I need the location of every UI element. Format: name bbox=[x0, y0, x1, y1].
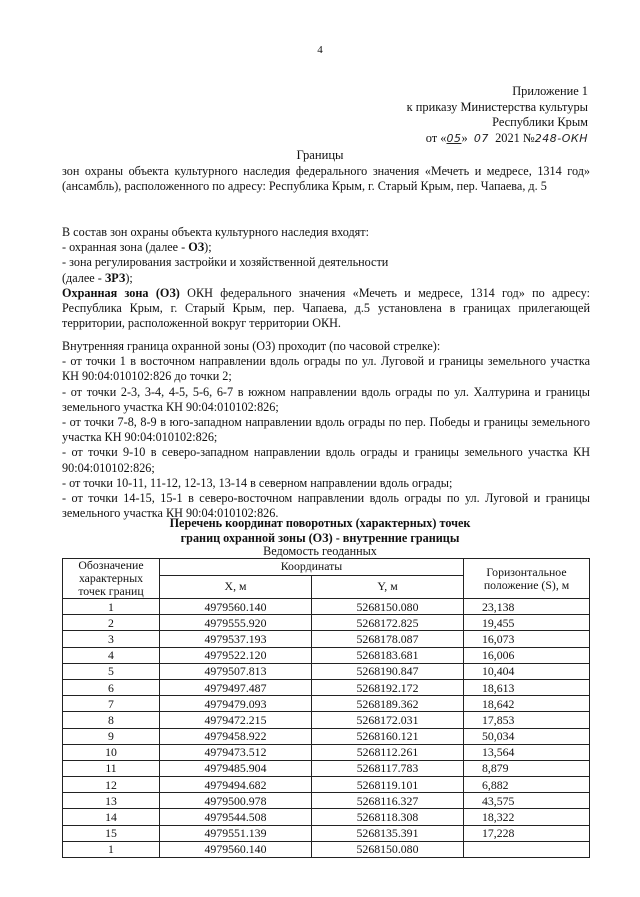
table-row bbox=[63, 679, 590, 695]
table-row bbox=[63, 841, 590, 857]
zones-intro: В состав зон охраны объекта культурного наследия входят: bbox=[62, 225, 369, 239]
cell-y: 5268150.080 bbox=[312, 599, 464, 615]
table-body bbox=[63, 599, 590, 858]
table-row bbox=[63, 760, 590, 776]
page-title: Границы bbox=[296, 148, 344, 162]
cell-point: 1 bbox=[63, 599, 160, 615]
table-row bbox=[63, 809, 590, 825]
cell-point: 1 bbox=[63, 841, 160, 857]
cell-y: 5268119.101 bbox=[312, 777, 464, 793]
cell-distance: 43,575 bbox=[464, 793, 590, 809]
boundary-item: - от точки 14-15, 15-1 в северо-восточном направлении вдоль ограды по ул. Луговой и границы земельного участка КН 90:04:010102:826. bbox=[62, 491, 590, 521]
table-title-line1: Перечень координат поворотных (характерных) точек bbox=[169, 516, 471, 530]
cell-x: 4979497.487 bbox=[160, 679, 312, 695]
table-row bbox=[63, 599, 590, 615]
cell-point: 2 bbox=[63, 615, 160, 631]
cell-point: 12 bbox=[63, 777, 160, 793]
appendix-title: Приложение 1 bbox=[512, 84, 588, 98]
cell-x: 4979522.120 bbox=[160, 647, 312, 663]
table-row bbox=[63, 825, 590, 841]
cell-point: 13 bbox=[63, 793, 160, 809]
protection-zone-label: Охранная зона (ОЗ) bbox=[62, 286, 180, 300]
zone-item-zrz-abbr-line bbox=[62, 271, 590, 286]
cell-distance: 16,073 bbox=[464, 631, 590, 647]
table-subtitle: Ведомость геоданных bbox=[263, 544, 377, 558]
cell-y: 5268117.783 bbox=[312, 760, 464, 776]
cell-y: 5268192.172 bbox=[312, 679, 464, 695]
header-coords: Координаты bbox=[160, 559, 464, 576]
zones-section bbox=[62, 225, 590, 286]
cell-distance: 6,882 bbox=[464, 777, 590, 793]
order-number: 248-ОКН bbox=[534, 131, 588, 145]
cell-x: 4979500.978 bbox=[160, 793, 312, 809]
appendix-ministry: Республики Крым bbox=[492, 115, 588, 129]
appendix-block bbox=[407, 84, 588, 146]
cell-x: 4979551.139 bbox=[160, 825, 312, 841]
cell-distance: 18,322 bbox=[464, 809, 590, 825]
cell-y: 5268118.308 bbox=[312, 809, 464, 825]
zone-item-zrz: - зона регулирования застройки и хозяйственной деятельности bbox=[62, 255, 389, 270]
intro-paragraph: зон охраны объекта культурного наследия федерального значения «Мечеть и медресе, 1314 год» (ансамбль), расположенного по адресу: Республика Крым, г. Старый Крым, пер. Чапаева, д. 5 bbox=[62, 164, 590, 194]
table-row bbox=[63, 615, 590, 631]
cell-y: 5268150.080 bbox=[312, 841, 464, 857]
boundary-item: - от точки 1 в восточном направлении вдоль ограды по ул. Луговой и границы земельного участка КН 90:04:010102:826 до точки 2; bbox=[62, 354, 590, 384]
table-title bbox=[0, 516, 640, 546]
order-date-line bbox=[407, 131, 588, 147]
order-mid: » bbox=[461, 130, 468, 145]
cell-distance: 18,642 bbox=[464, 696, 590, 712]
zone-item-oz-end: ); bbox=[204, 240, 212, 255]
cell-distance: 13,564 bbox=[464, 744, 590, 760]
zone-item-zrz-abbr: ЗРЗ bbox=[104, 270, 126, 285]
header-distance: Горизонтальное положение (S), м bbox=[464, 559, 590, 599]
cell-distance: 10,404 bbox=[464, 663, 590, 679]
order-year: 2021 № bbox=[495, 130, 535, 145]
zone-item-zrz-text: (далее - bbox=[62, 270, 105, 285]
order-month: 07 bbox=[473, 131, 489, 145]
header-y: Y, м bbox=[312, 575, 464, 598]
cell-point: 8 bbox=[63, 712, 160, 728]
cell-distance: 18,613 bbox=[464, 679, 590, 695]
order-prefix: от « bbox=[425, 130, 447, 145]
cell-x: 4979479.093 bbox=[160, 696, 312, 712]
zone-item-oz-text: - охранная зона (далее - bbox=[62, 240, 189, 255]
zone-item-oz-abbr: ОЗ bbox=[188, 240, 205, 255]
table-row bbox=[63, 744, 590, 760]
table-row bbox=[63, 696, 590, 712]
cell-point: 5 bbox=[63, 663, 160, 679]
cell-point: 4 bbox=[63, 647, 160, 663]
cell-y: 5268172.825 bbox=[312, 615, 464, 631]
protection-zone-paragraph bbox=[62, 286, 590, 332]
protection-zone-text: ОКН федерального значения «Мечеть и медресе, 1314 год» по адресу: Республика Крым, г. Старый Крым, пер. Чапаева, д.5 установлена в границах прилегающей территории, расположенной вокруг территории ОКН. bbox=[62, 286, 590, 331]
cell-y: 5268135.391 bbox=[312, 825, 464, 841]
page-number: 4 bbox=[317, 44, 323, 56]
table-row bbox=[63, 728, 590, 744]
table-row bbox=[63, 631, 590, 647]
cell-y: 5268112.261 bbox=[312, 744, 464, 760]
cell-distance: 17,853 bbox=[464, 712, 590, 728]
cell-x: 4979473.512 bbox=[160, 744, 312, 760]
cell-x: 4979555.920 bbox=[160, 615, 312, 631]
cell-x: 4979458.922 bbox=[160, 728, 312, 744]
cell-distance: 50,034 bbox=[464, 728, 590, 744]
cell-x: 4979494.682 bbox=[160, 777, 312, 793]
cell-point: 7 bbox=[63, 696, 160, 712]
zone-item-zrz-end: ); bbox=[125, 270, 133, 285]
zone-item-oz bbox=[62, 240, 590, 255]
cell-x: 4979537.193 bbox=[160, 631, 312, 647]
cell-x: 4979472.215 bbox=[160, 712, 312, 728]
cell-y: 5268172.031 bbox=[312, 712, 464, 728]
cell-point: 15 bbox=[63, 825, 160, 841]
table-row bbox=[63, 647, 590, 663]
table-row bbox=[63, 712, 590, 728]
boundary-item: - от точки 9-10 в северо-западном направлении вдоль ограды и границы земельного участка КН 90:04:010102:826; bbox=[62, 445, 590, 475]
cell-distance: 23,138 bbox=[464, 599, 590, 615]
cell-x: 4979485.904 bbox=[160, 760, 312, 776]
cell-y: 5268160.121 bbox=[312, 728, 464, 744]
cell-point: 10 bbox=[63, 744, 160, 760]
boundary-section bbox=[62, 339, 590, 521]
cell-y: 5268189.362 bbox=[312, 696, 464, 712]
cell-y: 5268116.327 bbox=[312, 793, 464, 809]
cell-x: 4979560.140 bbox=[160, 599, 312, 615]
cell-distance: 16,006 bbox=[464, 647, 590, 663]
header-point: Обозначение характерных точек границ bbox=[63, 559, 160, 599]
cell-y: 5268178.087 bbox=[312, 631, 464, 647]
coordinates-table bbox=[62, 558, 590, 858]
order-day: 05 bbox=[446, 131, 462, 145]
boundary-item: - от точки 7-8, 8-9 в юго-западном направлении вдоль ограды по пер. Победы и границы земельного участка КН 90:04:010102:826; bbox=[62, 415, 590, 445]
cell-point: 9 bbox=[63, 728, 160, 744]
table-row bbox=[63, 777, 590, 793]
appendix-order-ref: к приказу Министерства культуры bbox=[406, 99, 588, 114]
cell-distance: 8,879 bbox=[464, 760, 590, 776]
header-x: X, м bbox=[160, 575, 312, 598]
cell-point: 3 bbox=[63, 631, 160, 647]
cell-point: 11 bbox=[63, 760, 160, 776]
cell-distance bbox=[464, 841, 590, 857]
cell-point: 14 bbox=[63, 809, 160, 825]
table-title-line2: границ охранной зоны (ОЗ) - внутренние границы bbox=[180, 530, 460, 545]
cell-x: 4979507.813 bbox=[160, 663, 312, 679]
cell-point: 6 bbox=[63, 679, 160, 695]
table-row bbox=[63, 793, 590, 809]
cell-distance: 19,455 bbox=[464, 615, 590, 631]
boundary-item: - от точки 2-3, 3-4, 4-5, 5-6, 6-7 в южном направлении вдоль ограды по ул. Халтурина и границы земельного участка КН 90:04:010102:826; bbox=[62, 384, 590, 414]
cell-x: 4979560.140 bbox=[160, 841, 312, 857]
table-header-row bbox=[63, 559, 590, 576]
cell-distance: 17,228 bbox=[464, 825, 590, 841]
boundary-item: - от точки 10-11, 11-12, 12-13, 13-14 в северном направлении вдоль ограды; bbox=[62, 475, 453, 490]
cell-y: 5268190.847 bbox=[312, 663, 464, 679]
cell-x: 4979544.508 bbox=[160, 809, 312, 825]
cell-y: 5268183.681 bbox=[312, 647, 464, 663]
table-row bbox=[63, 663, 590, 679]
boundary-intro: Внутренняя граница охранной зоны (ОЗ) проходит (по часовой стрелке): bbox=[62, 339, 441, 353]
